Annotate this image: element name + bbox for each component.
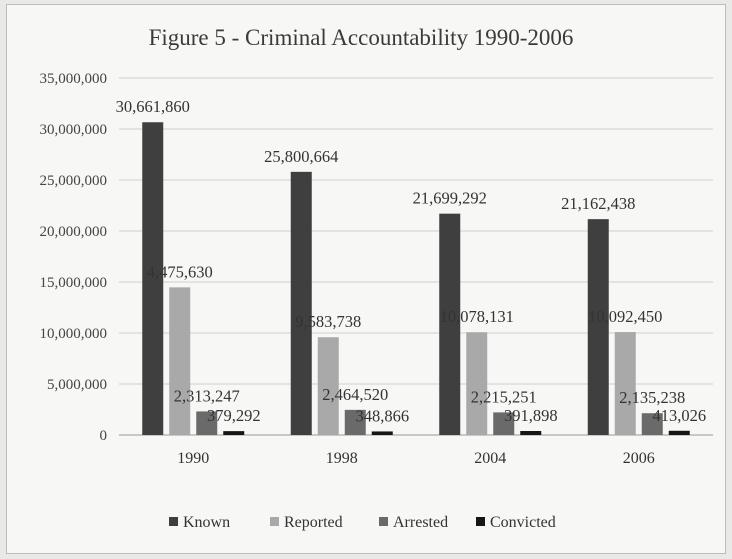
data-label-arrested-2004: 2,215,251 — [470, 387, 537, 407]
data-label-known-2006: 21,162,438 — [561, 194, 636, 214]
data-label-convicted-2004: 391,898 — [503, 406, 558, 426]
bar-known-1998 — [291, 172, 312, 435]
bar-convicted-2004 — [520, 431, 541, 435]
legend-swatch-arrested — [379, 517, 388, 526]
legend-label-arrested: Arrested — [393, 514, 449, 531]
data-label-reported-1998: 9,583,738 — [295, 312, 362, 332]
bar-known-2006 — [588, 219, 609, 435]
data-label-reported-1990: 4,475,630 — [146, 262, 213, 282]
bar-convicted-2006 — [669, 431, 690, 435]
x-category-label: 1990 — [177, 450, 210, 467]
bar-convicted-1990 — [223, 431, 244, 435]
data-label-reported-2006: 10,092,450 — [588, 307, 663, 327]
data-label-known-1998: 25,800,664 — [264, 146, 339, 166]
data-label-convicted-2006: 413,026 — [652, 405, 707, 425]
y-tick-label: 0 — [99, 428, 107, 444]
x-category-label: 2006 — [622, 450, 655, 467]
legend-label-known: Known — [183, 514, 231, 531]
y-tick-label: 5,000,000 — [47, 377, 107, 393]
legend-swatch-convicted — [476, 517, 485, 526]
legend-label-convicted: Convicted — [490, 514, 556, 531]
data-label-convicted-1998: 348,866 — [355, 406, 410, 426]
chart-title: Figure 5 - Criminal Accountability 1990-2006 — [148, 25, 574, 50]
data-label-arrested-2006: 2,135,238 — [619, 388, 686, 408]
y-tick-label: 15,000,000 — [39, 275, 107, 291]
data-label-arrested-1998: 2,464,520 — [322, 384, 389, 404]
y-axis-ticks — [40, 71, 108, 444]
data-label-convicted-1990: 379,292 — [206, 406, 261, 426]
y-tick-label: 30,000,000 — [39, 122, 107, 138]
legend-label-reported: Reported — [284, 514, 343, 531]
data-label-known-1990: 30,661,860 — [115, 97, 190, 117]
data-label-arrested-1990: 2,313,247 — [173, 386, 240, 406]
legend — [169, 514, 556, 531]
data-label-known-2004: 21,699,292 — [412, 188, 487, 208]
legend-swatch-known — [169, 517, 178, 526]
legend-swatch-reported — [270, 517, 279, 526]
y-tick-label: 25,000,000 — [39, 173, 107, 189]
chart-frame — [6, 4, 726, 554]
y-tick-label: 10,000,000 — [39, 326, 107, 342]
bar-convicted-1998 — [372, 431, 393, 435]
bar-reported-2004 — [466, 332, 487, 435]
x-category-label: 2004 — [474, 450, 507, 467]
x-axis-categories — [177, 450, 655, 467]
bar-reported-2006 — [615, 332, 636, 435]
data-label-reported-2004: 10,078,131 — [439, 307, 514, 327]
y-tick-label: 20,000,000 — [39, 224, 107, 240]
chart-svg — [7, 5, 725, 553]
bar-reported-1990 — [169, 287, 190, 435]
y-tick-label: 35,000,000 — [39, 71, 107, 87]
x-category-label: 1998 — [325, 450, 358, 467]
